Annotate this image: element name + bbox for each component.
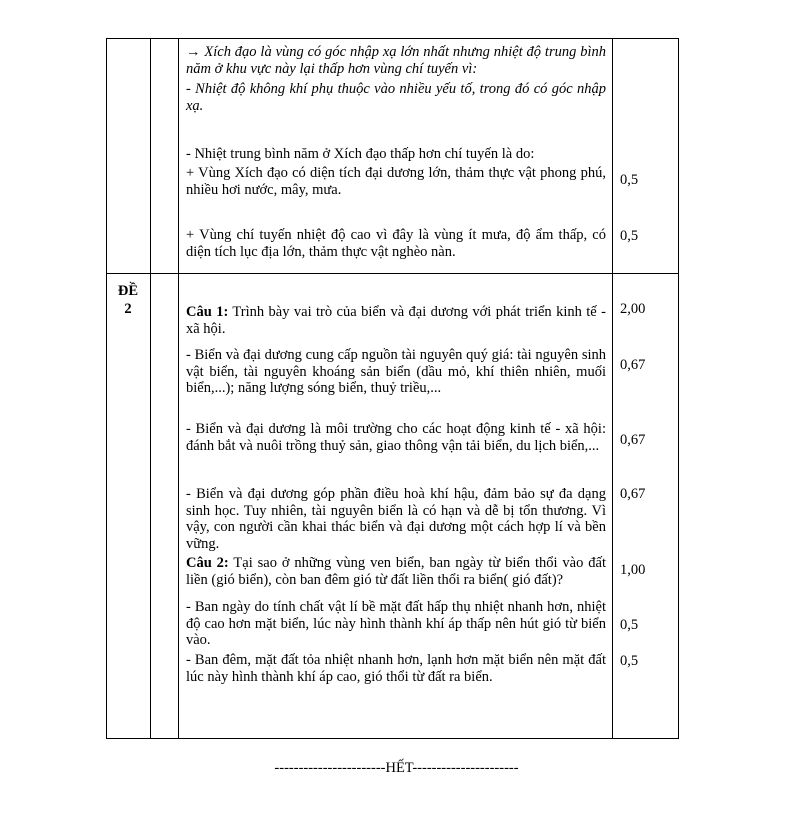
exam-version-label: ĐỀ	[117, 283, 139, 299]
table-border-top	[106, 38, 679, 39]
score-question-1: 2,00	[620, 301, 646, 317]
end-marker: -----------------------HẾT----------------------	[274, 760, 519, 776]
q1-answer-2: - Biển và đại dương là môi trường cho các hoạt động kinh tế - xã hội: đánh bắt và nuôi trồng thuỷ sản, giao thông vận tải biển, du lịch biển,...	[186, 421, 606, 454]
table-column-divider-1	[150, 38, 151, 739]
table-column-divider-2	[178, 38, 179, 739]
score-q1-answer-1: 0,67	[620, 357, 646, 373]
q1-answer-1: - Biển và đại dương cung cấp nguồn tài nguyên quý giá: tài nguyên sinh vật biển, tài nguyên khoáng sản biển (dầu mỏ, khí thiên nhiên, muối biển,...); năng lượng sóng biển, thuỷ triều,...	[186, 347, 606, 396]
q2-answer-2: - Ban đêm, mặt đất tỏa nhiệt nhanh hơn, lạnh hơn mặt biển nên mặt đất lúc này hình thành khí áp cao, gió thổi từ đất ra biển.	[186, 652, 606, 685]
score-q2-answer-2: 0,5	[620, 653, 639, 669]
q1-answer-3: - Biển và đại dương góp phần điều hoà khí hậu, đảm bảo sự đa dạng sinh học. Tuy nhiên, tài nguyên biển là có hạn và dễ bị tổn thương. Vì vậy, con người cần khai thác biển và đại dương một cách hợp lí và bền vững.	[186, 486, 606, 552]
score-reason-1: 0,5	[620, 172, 639, 188]
score-q2-answer-1: 0,5	[620, 617, 639, 633]
table-column-divider-3	[612, 38, 613, 739]
exam-version-number: 2	[124, 301, 132, 317]
answer-explanation: - Nhiệt độ không khí phụ thuộc vào nhiều yếu tố, trong đó có góc nhập xạ.	[186, 81, 606, 114]
table-row-divider	[106, 273, 679, 274]
score-q1-answer-3: 0,67	[620, 486, 646, 502]
question-2-text: Tại sao ở những vùng ven biển, ban ngày từ biển thổi vào đất liền (gió biển), còn ban đêm gió từ đất liền thổi ra biển( gió đất)?	[186, 555, 606, 588]
question-1-text: Trình bày vai trò của biển và đại dương với phát triển kinh tế - xã hội.	[186, 304, 606, 337]
question-2	[186, 555, 606, 588]
question-2-label: Câu 2:	[186, 555, 229, 571]
answer-reason-intro: - Nhiệt trung bình năm ở Xích đạo thấp hơn chí tuyến là do:	[186, 146, 535, 162]
answer-reason-2: + Vùng chí tuyến nhiệt độ cao vì đây là vùng ít mưa, độ ẩm thấp, có diện tích lục địa lớn, thảm thực vật nghèo nàn.	[186, 227, 606, 260]
score-question-2: 1,00	[620, 562, 646, 578]
table-border-left	[106, 38, 107, 739]
table-border-right	[678, 38, 679, 739]
question-1	[186, 304, 606, 337]
q2-answer-1: - Ban ngày do tính chất vật lí bề mặt đất hấp thụ nhiệt nhanh hơn, nhiệt độ cao hơn mặt biển, lúc này hình thành khí áp thấp nên hút gió từ biển vào.	[186, 599, 606, 648]
score-q1-answer-2: 0,67	[620, 432, 646, 448]
answer-reason-1: + Vùng Xích đạo có diện tích đại dương lớn, thảm thực vật phong phú, nhiều hơi nước, mây, mưa.	[186, 165, 606, 198]
question-1-label: Câu 1:	[186, 304, 229, 320]
answer-conclusion: → Xích đạo là vùng có góc nhập xạ lớn nhất nhưng nhiệt độ trung bình năm ở khu vực này lại thấp hơn vùng chí tuyến vì:	[186, 44, 606, 77]
score-reason-2: 0,5	[620, 228, 639, 244]
table-border-bottom	[106, 738, 679, 739]
